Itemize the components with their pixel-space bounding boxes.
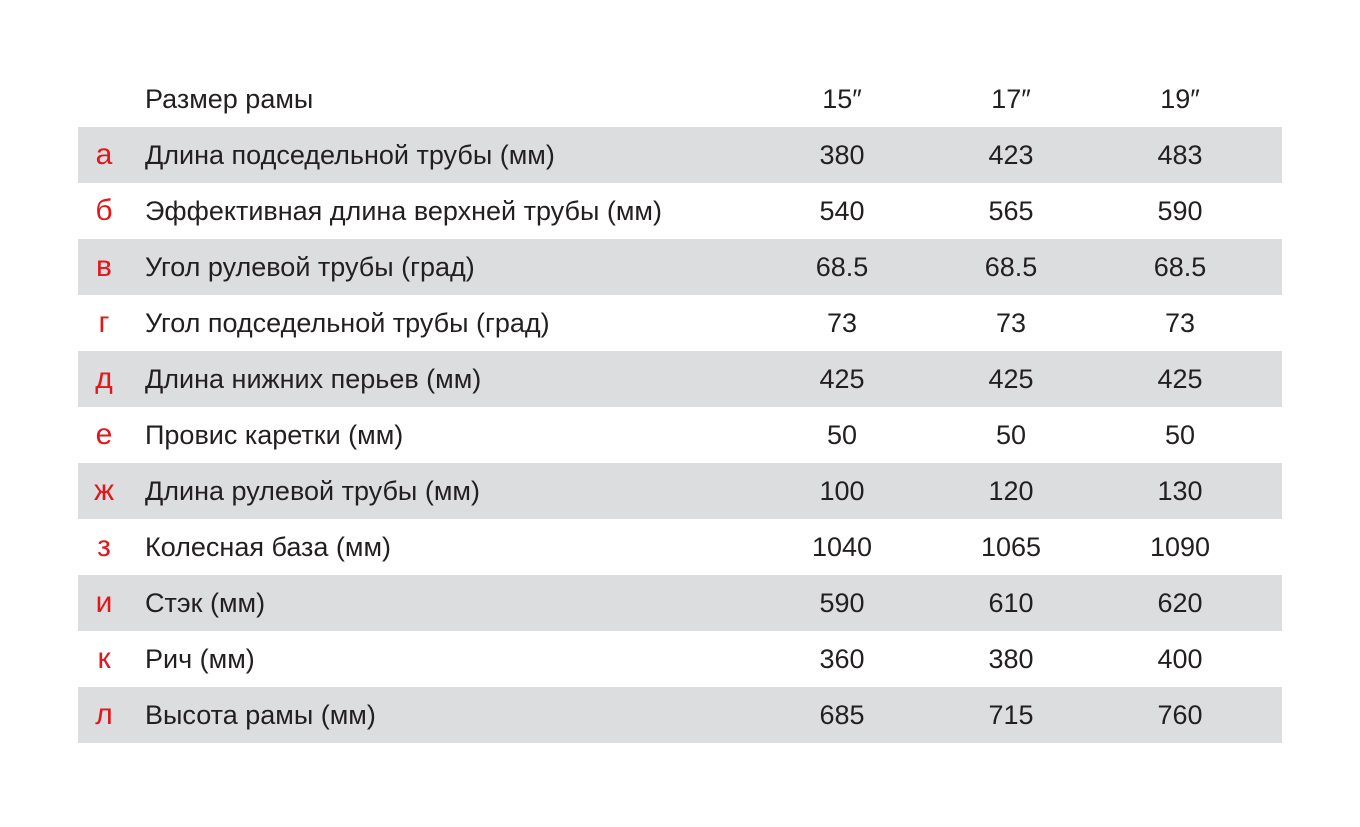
value-17: 50 bbox=[995, 419, 1027, 450]
row-letter: г bbox=[98, 306, 110, 339]
table-row bbox=[78, 183, 1282, 239]
header-size-17: 17″ bbox=[991, 84, 1031, 114]
value-15: 50 bbox=[826, 419, 858, 450]
header-size-15: 15″ bbox=[822, 84, 862, 114]
value-17: 120 bbox=[988, 475, 1034, 506]
value-19: 73 bbox=[1164, 307, 1196, 338]
row-label: Колесная база (мм) bbox=[145, 531, 392, 562]
row-letter: б bbox=[95, 194, 113, 227]
value-19: 130 bbox=[1157, 475, 1203, 506]
value-19: 760 bbox=[1157, 699, 1203, 730]
table-row bbox=[78, 631, 1282, 687]
row-letter: а bbox=[95, 138, 113, 171]
value-15: 425 bbox=[819, 363, 865, 394]
value-17: 565 bbox=[988, 195, 1034, 226]
row-letter: л bbox=[95, 698, 113, 731]
value-17: 423 bbox=[988, 139, 1034, 170]
value-15: 590 bbox=[819, 587, 865, 618]
value-15: 360 bbox=[819, 643, 865, 674]
value-19: 483 bbox=[1157, 139, 1203, 170]
geometry-table bbox=[78, 72, 1282, 743]
row-label: Эффективная длина верхней трубы (мм) bbox=[145, 195, 662, 226]
row-letter: к bbox=[97, 642, 111, 675]
row-label: Высота рамы (мм) bbox=[145, 699, 376, 730]
row-label: Длина подседельной трубы (мм) bbox=[145, 139, 555, 170]
value-19: 50 bbox=[1164, 419, 1196, 450]
row-letter: е bbox=[95, 418, 113, 451]
value-15: 100 bbox=[819, 475, 865, 506]
table-row bbox=[78, 295, 1282, 351]
value-15: 1040 bbox=[811, 531, 873, 562]
row-label: Рич (мм) bbox=[145, 643, 255, 674]
value-19: 590 bbox=[1157, 195, 1203, 226]
value-15: 540 bbox=[819, 195, 865, 226]
table-row bbox=[78, 463, 1282, 519]
table-row bbox=[78, 519, 1282, 575]
row-label: Стэк (мм) bbox=[145, 587, 266, 618]
value-17: 610 bbox=[988, 587, 1034, 618]
value-17: 380 bbox=[988, 643, 1034, 674]
row-letter: д bbox=[95, 362, 113, 395]
row-label: Длина рулевой трубы (мм) bbox=[145, 475, 480, 506]
value-17: 68.5 bbox=[984, 251, 1038, 282]
value-17: 1065 bbox=[980, 531, 1042, 562]
header-size-19: 19″ bbox=[1160, 84, 1200, 114]
row-label: Длина нижних перьев (мм) bbox=[145, 363, 482, 394]
table-row bbox=[78, 127, 1282, 183]
row-label: Угол рулевой трубы (град) bbox=[145, 251, 475, 282]
row-letter: в bbox=[96, 250, 112, 283]
value-19: 400 bbox=[1157, 643, 1203, 674]
value-17: 715 bbox=[988, 699, 1034, 730]
table-row bbox=[78, 407, 1282, 463]
value-17: 73 bbox=[995, 307, 1027, 338]
value-15: 68.5 bbox=[815, 251, 869, 282]
value-19: 425 bbox=[1157, 363, 1203, 394]
header-label: Размер рамы bbox=[145, 84, 314, 114]
row-letter: и bbox=[95, 586, 113, 619]
row-label: Провис каретки (мм) bbox=[145, 419, 404, 450]
value-19: 620 bbox=[1157, 587, 1203, 618]
value-15: 685 bbox=[819, 699, 865, 730]
value-15: 380 bbox=[819, 139, 865, 170]
header-row bbox=[78, 72, 1282, 127]
table-row bbox=[78, 687, 1282, 743]
table-row bbox=[78, 575, 1282, 631]
value-19: 68.5 bbox=[1153, 251, 1207, 282]
table-row bbox=[78, 239, 1282, 295]
value-15: 73 bbox=[826, 307, 858, 338]
value-17: 425 bbox=[988, 363, 1034, 394]
row-letter: з bbox=[97, 530, 111, 563]
row-letter: ж bbox=[93, 474, 115, 507]
value-19: 1090 bbox=[1149, 531, 1211, 562]
table-row bbox=[78, 351, 1282, 407]
row-label: Угол подседельной трубы (град) bbox=[145, 307, 550, 338]
